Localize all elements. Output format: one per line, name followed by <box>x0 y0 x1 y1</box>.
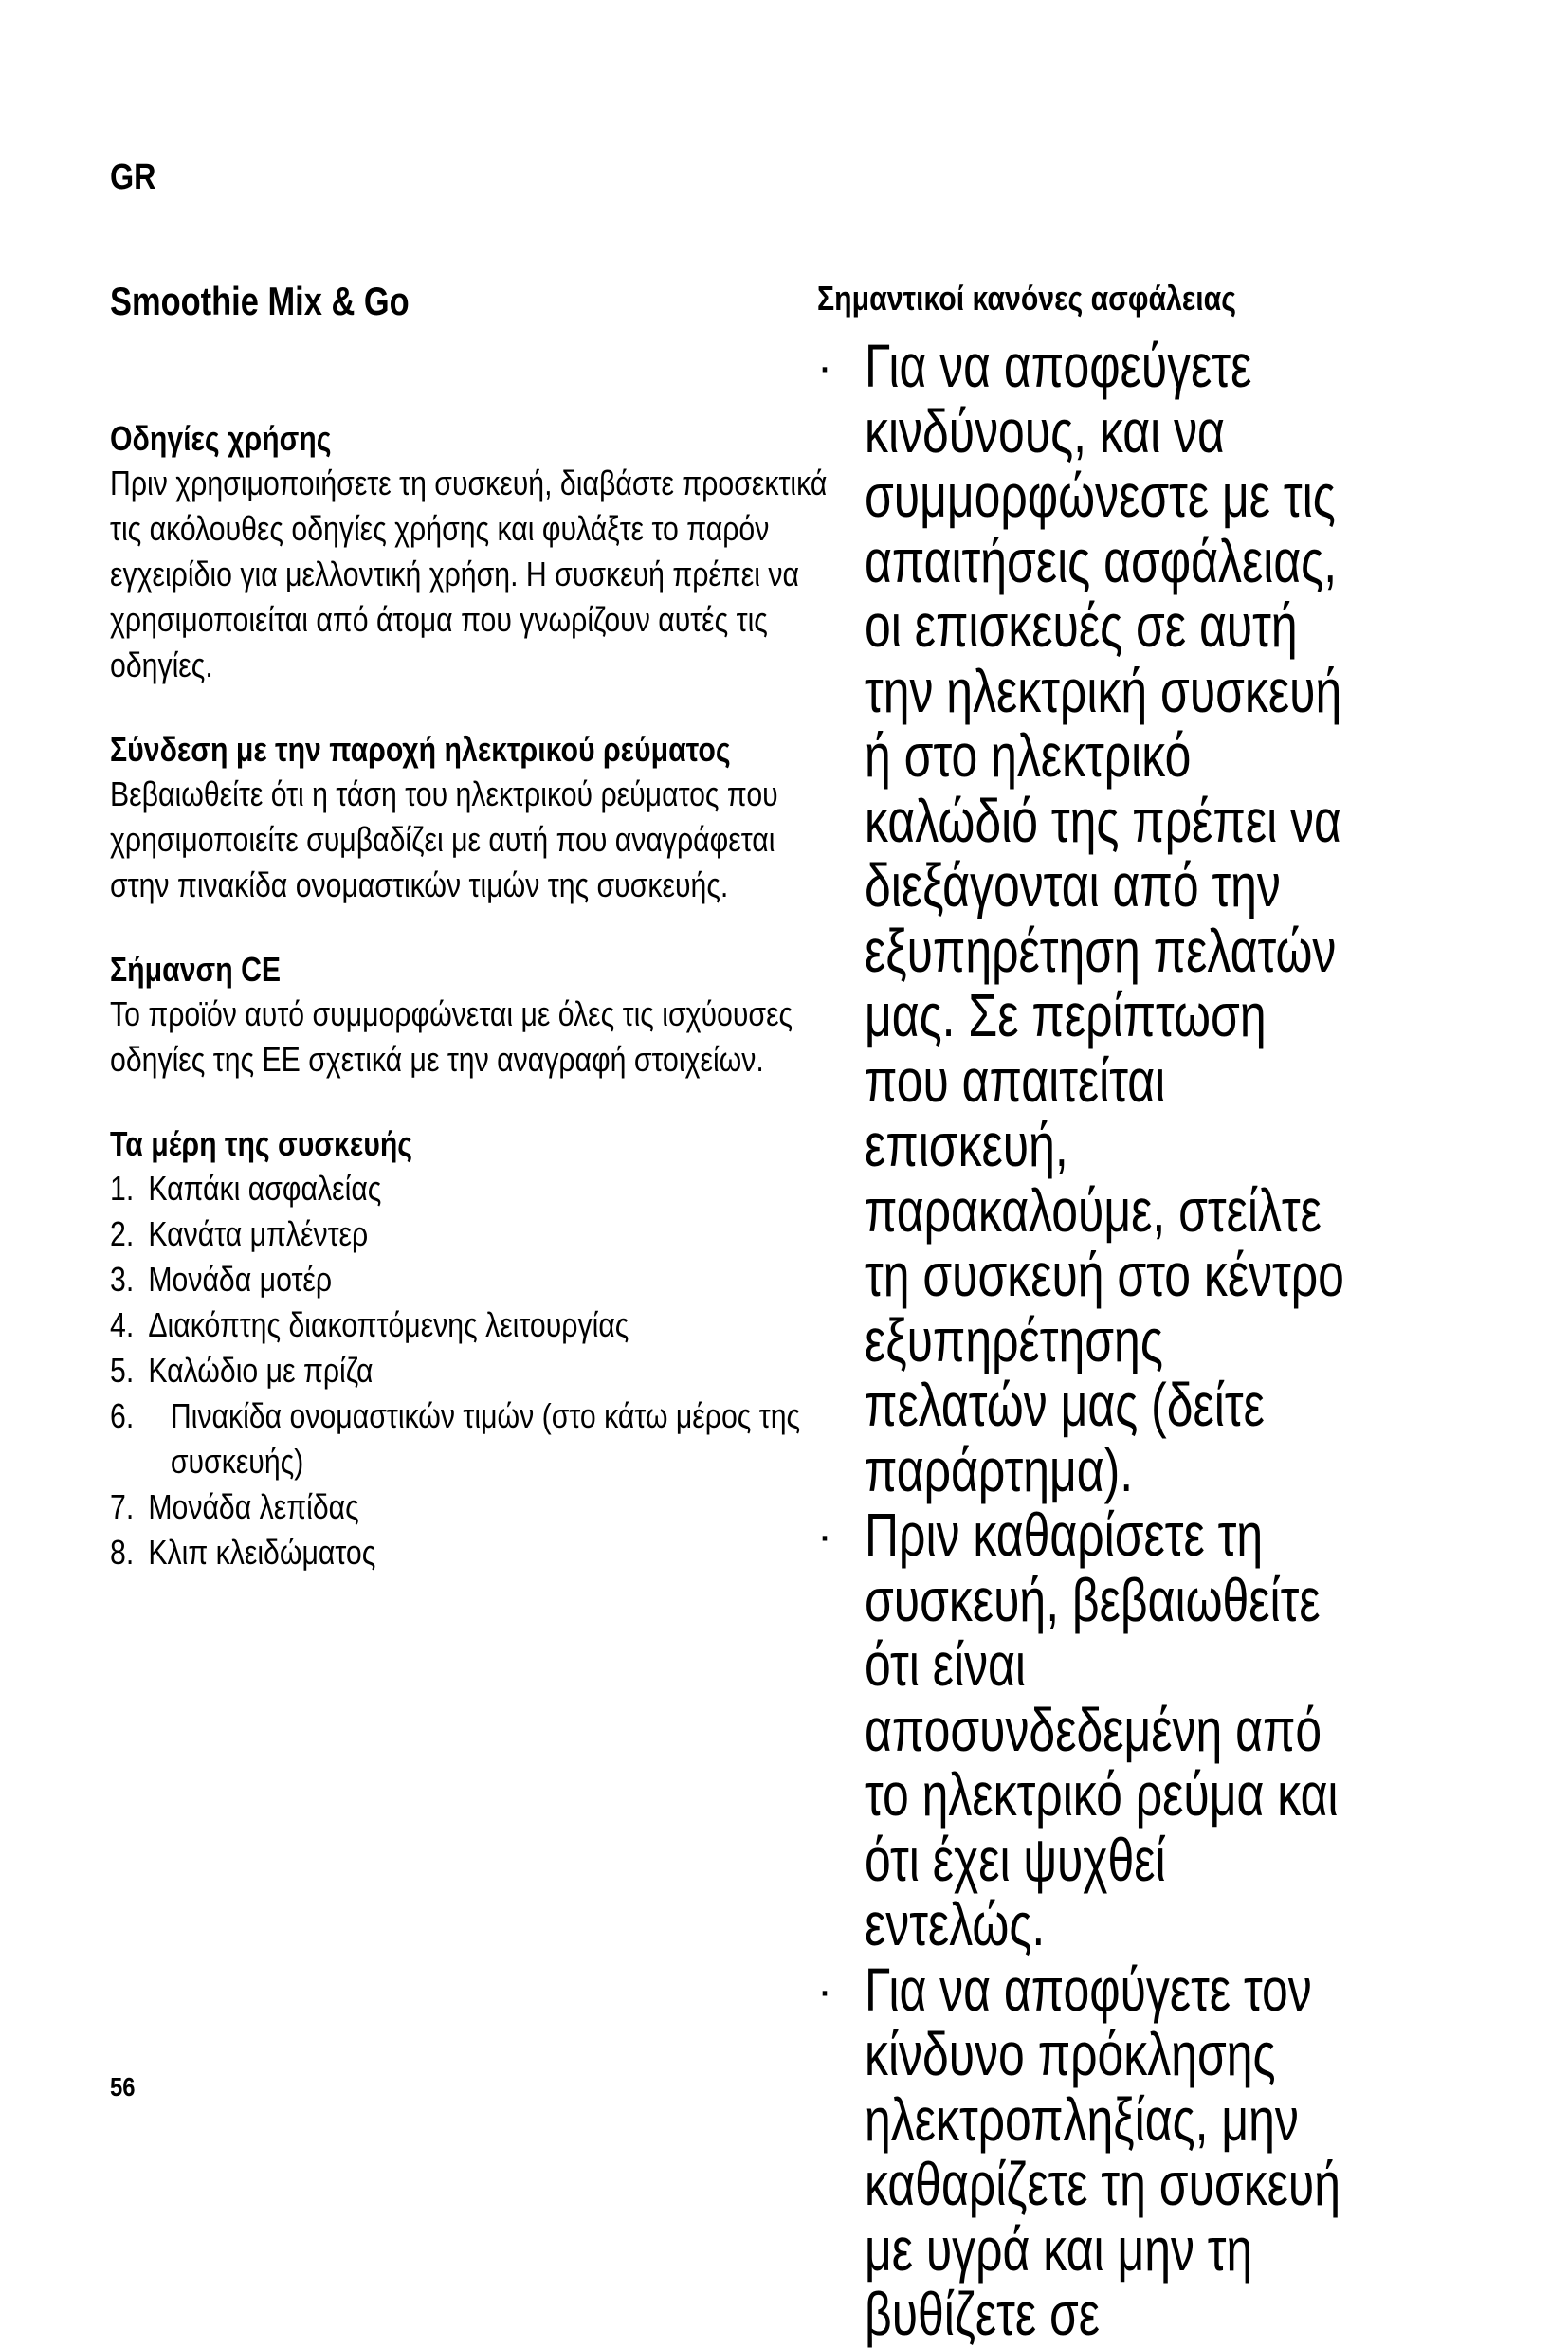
item-number: 8. <box>110 1533 135 1572</box>
list-item <box>110 1302 830 1348</box>
instructions-text: Πριν χρησιμοποιήσετε τη συσκευή, διαβάστε προσεκτικά τις ακόλουθες οδηγίες χρήσης και φυλάξτε το παρόν εγχειρίδιο για μελλοντική χρήση. Η συσκευή πρέπει να χρησιμοποιείται από άτομα που γνωρίζουν αυτές τις οδηγίες. <box>110 464 828 684</box>
bullet-icon: · <box>817 342 832 392</box>
bullet-icon: · <box>817 1511 832 1561</box>
item-number: 6. <box>110 1396 135 1435</box>
item-number: 4. <box>110 1305 135 1344</box>
product-title: Smoothie Mix & Go <box>110 279 410 323</box>
list-item <box>110 1393 830 1484</box>
list-item <box>110 1530 830 1575</box>
item-label: Κανάτα μπλέντερ <box>148 1214 369 1253</box>
rule-text: Πριν καθαρίσετε τη συσκευή, βεβαιωθείτε ότι είναι αποσυνδεδεμένη από το ηλεκτρικό ρεύμα και ότι έχει ψυχθεί εντελώς. <box>865 1501 1339 1958</box>
item-label: Μονάδα μοτέρ <box>148 1260 333 1299</box>
parts-section <box>110 1122 830 1575</box>
item-number: 1. <box>110 1169 135 1208</box>
item-number: 3. <box>110 1260 135 1299</box>
item-label: Καπάκι ασφαλείας <box>148 1169 382 1208</box>
language-code: GR <box>110 157 156 197</box>
item-number: 5. <box>110 1351 135 1390</box>
safety-rules <box>817 334 1481 2347</box>
list-item <box>110 1484 830 1530</box>
safety-heading: Σημαντικοί κανόνες ασφάλειας <box>817 279 1236 318</box>
rule-text: Για να αποφεύγετε κινδύνους, και να συμμορφώνεστε με τις απαιτήσεις ασφάλειας, οι επισκευές σε αυτή την ηλεκτρική συσκευή ή στο ηλεκτρικό καλώδιό της πρέπει να διεξάγονται από την εξυπηρέτηση πελατών μας. Σε περίπτωση που απαιτείται επισκευή, παρακαλούμε, στείλτε τη συσκευή στο κέντρο εξυπηρέτησης πελατών μας (δείτε παράρτημα). <box>865 332 1344 1504</box>
ce-heading: Σήμανση CE <box>110 950 282 989</box>
safety-rule <box>817 1957 1481 2347</box>
instructions-section <box>110 417 830 688</box>
list-item <box>110 1257 830 1302</box>
item-number: 7. <box>110 1487 135 1526</box>
power-text: Βεβαιωθείτε ότι η τάση του ηλεκτρικού ρεύματος που χρησιμοποιείτε συμβαδίζει με αυτή που αναγράφεται στην πινακίδα ονομαστικών τιμών της συσκευής. <box>110 774 778 904</box>
item-label: Πινακίδα ονομαστικών τιμών (στο κάτω μέρος της συσκευής) <box>170 1396 801 1481</box>
item-label: Μονάδα λεπίδας <box>148 1487 359 1526</box>
right-column <box>817 279 1481 2347</box>
item-label: Καλώδιο με πρίζα <box>148 1351 374 1390</box>
ce-section <box>110 948 830 1083</box>
parts-heading: Τα μέρη της συσκευής <box>110 1124 413 1163</box>
power-heading: Σύνδεση με την παροχή ηλεκτρικού ρεύματος <box>110 730 731 769</box>
item-label: Διακόπτης διακοπτόμενης λειτουργίας <box>148 1305 629 1344</box>
list-item <box>110 1348 830 1393</box>
ce-text: Το προϊόν αυτό συμμορφώνεται με όλες τις ισχύουσες οδηγίες της ΕΕ σχετικά με την αναγραφή στοιχείων. <box>110 994 793 1079</box>
power-section <box>110 728 830 908</box>
item-number: 2. <box>110 1214 135 1253</box>
left-column <box>110 417 830 1615</box>
instructions-heading: Οδηγίες χρήσης <box>110 419 332 458</box>
item-label: Κλιπ κλειδώματος <box>148 1533 376 1572</box>
page-number: 56 <box>110 2072 136 2102</box>
list-item <box>110 1211 830 1257</box>
rule-text: Για να αποφύγετε τον κίνδυνο πρόκλησης ηλεκτροπληξίας, μην καθαρίζετε τη συσκευή με υγρά και μην τη βυθίζετε σε <box>865 1955 1340 2348</box>
list-item <box>110 1166 830 1211</box>
parts-list <box>110 1166 830 1575</box>
safety-rule <box>817 1502 1481 1957</box>
safety-rule <box>817 334 1481 1502</box>
bullet-icon: · <box>817 1965 832 2016</box>
